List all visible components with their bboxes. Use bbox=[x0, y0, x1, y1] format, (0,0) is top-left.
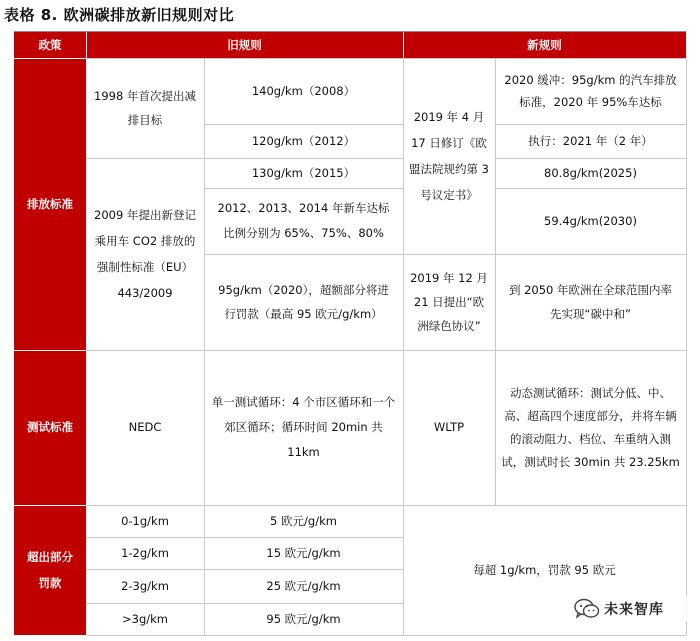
old-phase-in: 2012、2013、2014 年新车达标比例分别为 65%、75%、80% bbox=[217, 201, 390, 240]
wechat-icon bbox=[574, 598, 600, 620]
old-130-2015: 130g/km（2015） bbox=[251, 165, 356, 180]
table-title: 表格 8. 欧洲碳排放新旧规则对比 bbox=[4, 6, 235, 24]
grid-line bbox=[86, 505, 686, 506]
grid-line bbox=[204, 58, 205, 635]
header-new-rules: 新规则 bbox=[403, 32, 686, 58]
grid-line bbox=[86, 537, 403, 538]
watermark-text: 未来智库 bbox=[604, 602, 664, 618]
grid-line bbox=[495, 124, 686, 125]
old-140-2008: 140g/km（2008） bbox=[251, 83, 356, 98]
grid-line bbox=[403, 32, 404, 58]
penalty-range: 1-2g/km bbox=[121, 545, 169, 560]
penalty-fine: 15 欧元/g/km bbox=[266, 545, 341, 560]
watermark bbox=[574, 596, 692, 622]
header-old-rules: 旧规则 bbox=[86, 32, 403, 58]
new-2019-december: 2019 年 12 月 21 日提出“欧洲绿色协议” bbox=[410, 271, 488, 333]
grid-line bbox=[204, 254, 686, 255]
new-test-description: 动态测试循环：测试分低、中、高、超高四个速度部分，并将车辆的滚动阻力、档位、车重纳入测试，测试时长 30min 共 23.25km bbox=[501, 385, 680, 469]
new-carbon-neutral-2050: 到 2050 年欧洲在全球范围内率先实现“碳中和” bbox=[508, 283, 673, 321]
grid-line bbox=[14, 350, 86, 351]
grid-line bbox=[204, 188, 403, 189]
new-execution: 执行：2021 年（2 年） bbox=[528, 133, 653, 148]
grid-line bbox=[86, 635, 686, 636]
new-test-wltp: WLTP bbox=[433, 420, 465, 434]
grid-line bbox=[686, 58, 687, 635]
grid-line bbox=[495, 58, 496, 505]
grid-line bbox=[86, 350, 686, 351]
old-test-description: 单一测试循环：4 个市区循环和一个郊区循环；循环时间 20min 共 11km bbox=[211, 395, 396, 459]
category-penalty: 超出部分罚款 bbox=[14, 505, 86, 635]
grid-line bbox=[495, 188, 686, 189]
old-120-2012: 120g/km（2012） bbox=[251, 133, 356, 148]
grid-line bbox=[86, 158, 403, 159]
header-policy: 政策 bbox=[14, 32, 86, 58]
grid-line bbox=[86, 569, 403, 570]
old-95-2020: 95g/km（2020），超额部分将进行罚款（最高 95 欧元/g/km） bbox=[218, 283, 389, 321]
penalty-fine: 25 欧元/g/km bbox=[266, 578, 341, 593]
grid-line bbox=[14, 31, 686, 32]
penalty-fine: 95 欧元/g/km bbox=[266, 611, 341, 626]
penalty-range: 2-3g/km bbox=[121, 578, 169, 593]
grid-line bbox=[403, 58, 404, 635]
grid-line bbox=[86, 603, 403, 604]
penalty-range: 0-1g/km bbox=[121, 513, 169, 528]
grid-line bbox=[14, 58, 86, 59]
new-2019-april: 2019 年 4 月 17 日修订《欧盟法院规约第 3 号议定书》 bbox=[409, 110, 489, 202]
grid-line bbox=[495, 158, 686, 159]
penalty-fine: 5 欧元/g/km bbox=[270, 513, 337, 528]
old-1998-target: 1998 年首次提出减排目标 bbox=[94, 89, 196, 127]
new-59-4-2030: 59.4g/km(2030) bbox=[544, 213, 637, 228]
category-testing: 测试标准 bbox=[14, 350, 86, 505]
new-2020-buffer: 2020 缓冲：95g/km 的汽车排放标准，2020 年 95%车达标 bbox=[504, 73, 677, 109]
grid-line bbox=[86, 58, 686, 59]
penalty-range: >3g/km bbox=[122, 611, 168, 626]
grid-line bbox=[204, 124, 403, 125]
grid-line bbox=[14, 505, 86, 506]
category-emission: 排放标准 bbox=[14, 58, 86, 350]
grid-line bbox=[86, 32, 87, 58]
new-80-8-2025: 80.8g/km(2025) bbox=[544, 165, 637, 180]
penalty-new-rule: 每超 1g/km，罚款 95 欧元 bbox=[473, 562, 616, 577]
old-test-nedc: NEDC bbox=[128, 420, 162, 434]
old-2009-standard: 2009 年提出新登记乘用车 CO2 排放的强制性标准（EU）443/2009 bbox=[94, 208, 196, 300]
